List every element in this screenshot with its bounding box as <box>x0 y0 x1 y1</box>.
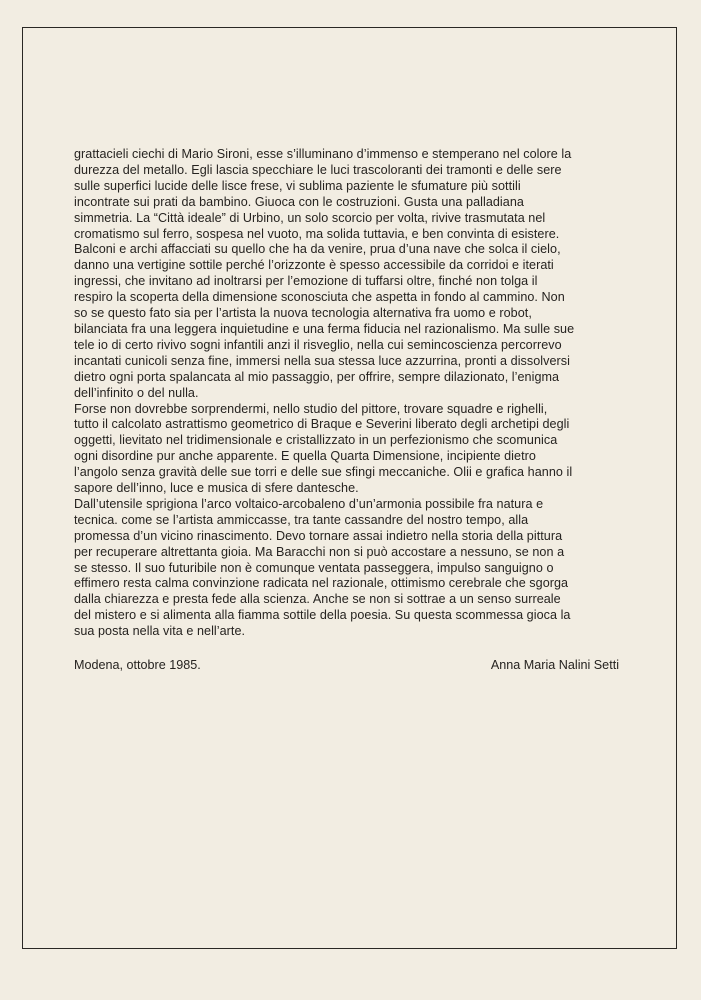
body-text-line: del mistero e si alimenta alla fiamma sottile della poesia. Su questa scommessa gioca la <box>74 608 571 623</box>
essay-body <box>74 147 634 640</box>
body-text-line: tutto il calcolato astrattismo geometrico di Braque e Severini liberato degli archetipi degli <box>74 417 570 432</box>
body-text-line: sua posta nella vita e nell’arte. <box>74 624 246 639</box>
body-text-line: l’angolo senza gravità delle sue torri e delle sue sfingi meccaniche. Olii e grafica hanno il <box>74 465 573 480</box>
body-text-line: dalla chiarezza e presta fede alla scienza. Anche se non si sottrae a un senso surreale <box>74 592 561 607</box>
body-text-line: incantati cunicoli senza fine, immersi nella sua stessa luce azzurrina, pronti a dissolversi <box>74 353 570 368</box>
body-text-line: per recuperare altrettanta gioia. Ma Baracchi non si può accostare a nessuno, se non a <box>74 544 565 559</box>
body-text-line: oggetti, lievitato nel tridimensionale e cristallizzato in un perfezionismo che scomunica <box>74 433 558 448</box>
body-text-line: respiro la scoperta della dimensione sconosciuta che aspetta in fondo al cammino. Non <box>74 290 565 305</box>
body-text-line: se stesso. Il suo futuribile non è comunque ventata passeggera, impulso sanguigno o <box>74 560 554 575</box>
body-text-line: durezza del metallo. Egli lascia specchiare le luci trascoloranti dei tramonti e delle sere <box>74 162 562 177</box>
body-text-line: sulle superfici lucide delle lisce frese, vi sublima paziente le sfumature più sottili <box>74 178 521 193</box>
author-name: Anna Maria Nalini Setti <box>490 658 619 672</box>
place-date: Modena, ottobre 1985. <box>74 658 201 672</box>
body-text-line: tecnica. come se l’artista ammiccasse, tra tante cassandre del nostro tempo, alla <box>74 512 529 527</box>
body-text-line: dietro ogni porta spalancata al mio passaggio, per offrire, sempre dilazionato, l’enigma <box>74 369 560 384</box>
body-text-line: Forse non dovrebbe sorprendermi, nello studio del pittore, trovare squadre e righelli, <box>74 401 548 416</box>
body-text-line: bilanciata fra una leggera inquietudine e una ferma fiducia nel razionalismo. Ma sulle sue <box>74 321 575 336</box>
body-text-line: so se questo fato sia per l’artista la nuova tecnologia alternativa fra uomo e robot, <box>74 306 532 321</box>
body-text-line: sapore dell’inno, luce e musica di sfere dantesche. <box>74 481 359 496</box>
body-text-line: grattacieli ciechi di Mario Sironi, esse s’illuminano d’immenso e stemperano nel colore la <box>74 147 572 161</box>
body-text-line: promessa d’un vicino rinascimento. Devo tornare assai indietro nella storia della pittura <box>74 528 563 543</box>
body-text-line: ingressi, che invitano ad inoltrarsi per l’emozione di tuffarsi oltre, finché non tolga il <box>74 274 538 289</box>
body-text-line: incontrate sui prati da bambino. Giuoca con le costruzioni. Gusta una palladiana <box>74 194 524 209</box>
body-text-line: cromatismo sul ferro, sospesa nel vuoto, ma solida tuttavia, e ben convinta di esistere. <box>74 226 560 241</box>
body-text-line: Dall’utensile sprigiona l’arco voltaico-arcobaleno d’un’armonia possibile fra natura e <box>74 496 544 511</box>
body-text-line: ogni disordine pur anche apparente. E quella Quarta Dimensione, incipiente dietro <box>74 449 536 464</box>
body-text-line: dell’infinito o del nulla. <box>74 385 199 400</box>
body-text-line: effimero resta calma convinzione radicata nel razionale, ottimismo cerebrale che sgorga <box>74 576 569 591</box>
body-text-line: Balconi e archi affacciati su quello che ha da venire, prua d’una nave che solca il cielo, <box>74 242 561 257</box>
body-text-line: danno una vertigine sottile perché l’orizzonte è spesso accessibile da corridoi e iterati <box>74 258 554 273</box>
body-text-line: tele io di certo rivivo sogni infantili anzi il risveglio, nella cui semincoscienza percorrevo <box>74 337 562 352</box>
body-text-line: simmetria. La “Città ideale” di Urbino, un solo scorcio per volta, rivive trasmutata nel <box>74 210 546 225</box>
